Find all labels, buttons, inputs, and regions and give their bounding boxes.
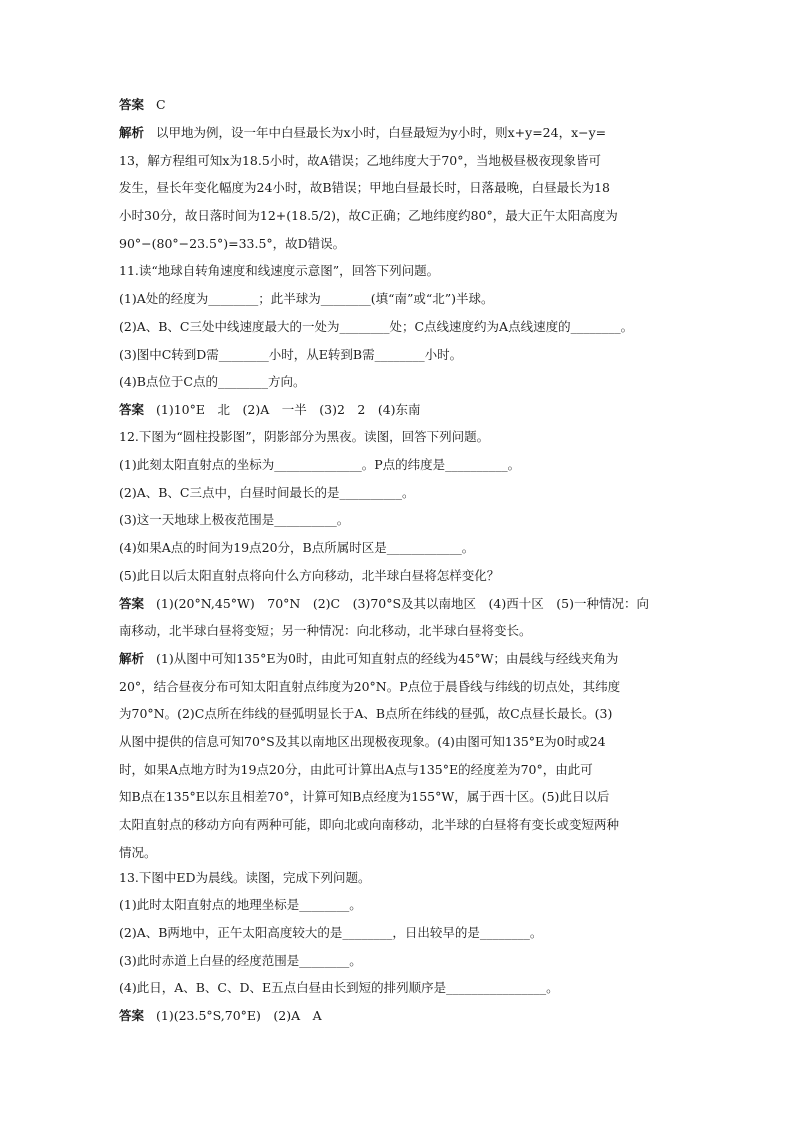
line-text: 时，如果A点地方时为19点20分，由此可计算出A点与135°E的经度差为70°，由此可 (119, 762, 593, 777)
text-line (119, 980, 679, 996)
text-line (119, 762, 679, 778)
text-line (119, 706, 679, 722)
text-line (119, 402, 679, 418)
text-line (119, 457, 679, 473)
answer-label: 答案 (119, 97, 145, 112)
line-text: (1)(20°N,45°W) 70°N (2)C (3)70°S及其以南地区 (4)西十区 (5)一种情况：向 (156, 596, 649, 611)
text-line (119, 596, 679, 612)
text-line (119, 679, 679, 695)
line-text: (3)这一天地球上极夜范围是__________。 (119, 512, 350, 527)
line-text: (1)10°E 北 (2)A 一半 (3)2 2 (4)东南 (156, 402, 421, 417)
line-text: (4)如果A点的时间为19点20分，B点所属时区是____________。 (119, 540, 475, 555)
text-line (119, 651, 679, 667)
line-text: (1)此时太阳直射点的地理坐标是________。 (119, 897, 362, 912)
answer-label: 答案 (119, 1008, 145, 1023)
text-line (119, 429, 679, 445)
line-text: (4)此日，A、B、C、D、E五点白昼由长到短的排列顺序是________________。 (119, 980, 559, 995)
text-line (119, 925, 679, 941)
line-text: 11.读“地球自转角速度和线速度示意图”，回答下列问题。 (119, 263, 440, 278)
text-line (119, 789, 679, 805)
line-text: 发生，昼长年变化幅度为24小时，故B错误；甲地白昼最长时，日落最晚，白昼最长为18 (119, 180, 610, 195)
line-text: (2)A、B、C三点中，白昼时间最长的是__________。 (119, 485, 415, 500)
line-text: 为70°N。(2)C点所在纬线的昼弧明显长于A、B点所在纬线的昼弧，故C点昼长最长。(3) (119, 706, 613, 721)
line-text: (1)A处的经度为________；此半球为________(填“南”或“北”)半球。 (119, 291, 494, 306)
text-line (119, 817, 679, 833)
text-line (119, 540, 679, 556)
line-text: 20°，结合昼夜分布可知太阳直射点纬度为20°N。P点位于晨昏线与纬线的切点处，其纬度 (119, 679, 621, 694)
text-line (119, 845, 679, 861)
line-text: (1)从图中可知135°E为0时，由此可知直射点的经线为45°W；由晨线与经线夹角为 (156, 651, 619, 666)
line-text: 13，解方程组可知x为18.5小时，故A错误；乙地纬度大于70°，当地极昼极夜现象皆可 (119, 153, 601, 168)
line-text: 13.下图中ED为晨线。读图，完成下列问题。 (119, 870, 371, 885)
line-text: 以甲地为例，设一年中白昼最长为x小时，白昼最短为y小时，则x+y=24，x−y= (156, 125, 607, 140)
line-text: (3)此时赤道上白昼的经度范围是________。 (119, 953, 362, 968)
text-line (119, 953, 679, 969)
text-line (119, 208, 679, 224)
analysis-label: 解析 (119, 125, 145, 140)
line-text: (2)A、B两地中，正午太阳高度较大的是________，日出较早的是________。 (119, 925, 543, 940)
text-line (119, 623, 679, 639)
line-text: (2)A、B、C三处中线速度最大的一处为________处；C点线速度约为A点线速度的________。 (119, 319, 634, 334)
line-text: (3)图中C转到D需________小时，从E转到B需________小时。 (119, 347, 463, 362)
line-text: (4)B点位于C点的________方向。 (119, 374, 306, 389)
text-line (119, 897, 679, 913)
line-text: (5)此日以后太阳直射点将向什么方向移动，北半球白昼将怎样变化？ (119, 568, 500, 583)
text-line (119, 347, 679, 363)
line-text: C (156, 97, 166, 112)
line-text: 12.下图为“圆柱投影图”，阴影部分为黑夜。读图，回答下列问题。 (119, 429, 490, 444)
text-line (119, 97, 679, 113)
line-text: 情况。 (119, 845, 157, 860)
line-text: (1)此刻太阳直射点的坐标为______________。P点的纬度是__________。 (119, 457, 521, 472)
line-text: 太阳直射点的移动方向有两种可能，即向北或向南移动，北半球的白昼将有变长或变短两种 (119, 817, 620, 832)
text-line (119, 374, 679, 390)
line-text: 知B点在135°E以东且相差70°，计算可知B点经度为155°W，属于西十区。(5)此日以后 (119, 789, 610, 804)
text-line (119, 236, 679, 252)
text-line (119, 568, 679, 584)
text-line (119, 263, 679, 279)
text-line (119, 512, 679, 528)
line-text: (1)(23.5°S,70°E) (2)A A (156, 1008, 322, 1023)
line-text: 南移动，北半球白昼将变短；另一种情况：向北移动，北半球白昼将变长。 (119, 623, 532, 638)
text-line (119, 870, 679, 886)
answer-label: 答案 (119, 402, 145, 417)
text-line (119, 1008, 679, 1024)
text-line (119, 734, 679, 750)
text-line (119, 153, 679, 169)
analysis-label: 解析 (119, 651, 145, 666)
text-line (119, 125, 679, 141)
text-line (119, 319, 679, 335)
text-line (119, 485, 679, 501)
line-text: 从图中提供的信息可知70°S及其以南地区出现极夜现象。(4)由图可知135°E为0时或24 (119, 734, 606, 749)
text-line (119, 180, 679, 196)
line-text: 小时30分，故日落时间为12+(18.5/2)，故C正确；乙地纬度约80°，最大正午太阳高度为 (119, 208, 618, 223)
text-line (119, 291, 679, 307)
answer-label: 答案 (119, 596, 145, 611)
line-text: 90°−(80°−23.5°)=33.5°，故D错误。 (119, 236, 346, 251)
